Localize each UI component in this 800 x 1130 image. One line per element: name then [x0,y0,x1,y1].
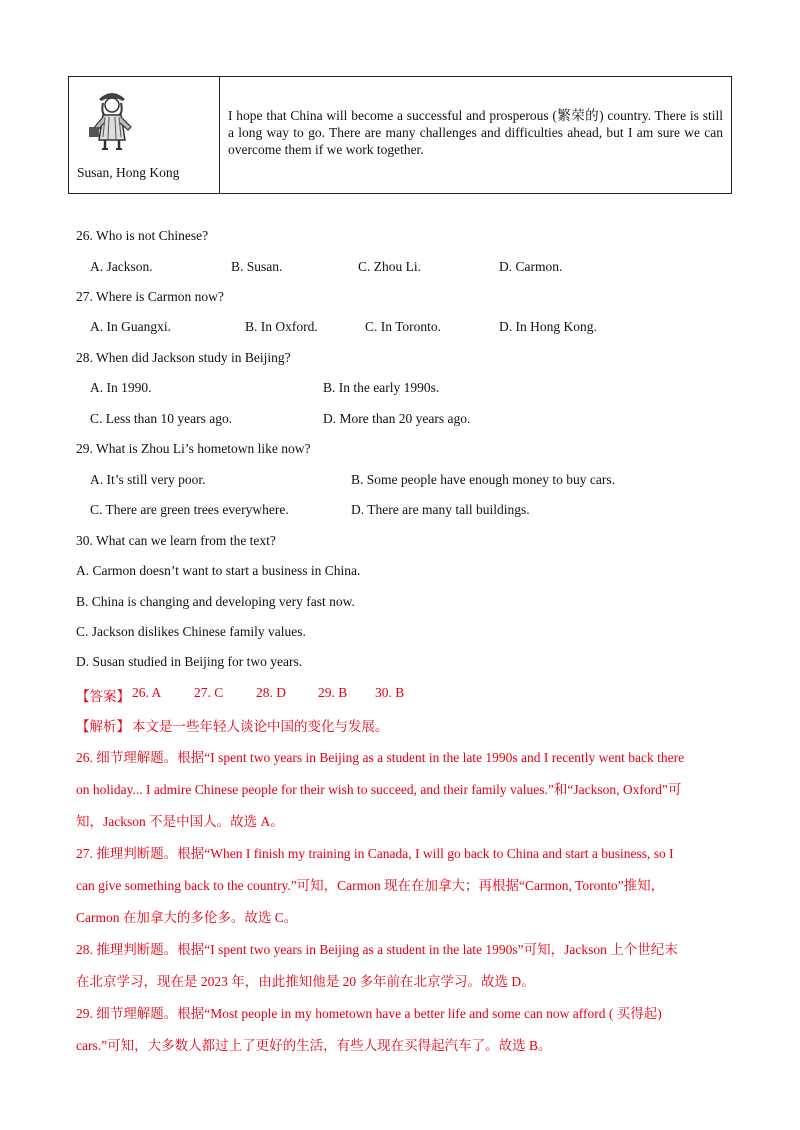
option: B. China is changing and developing very fast now. [76,594,355,609]
option: B. Some people have enough money to buy cars. [351,472,615,487]
analysis-line: 在北京学习，现在是 2023 年，由此推知他是 20 多年前在北京学习。故选 D。 [76,974,535,989]
analysis-line: 26. 细节理解题。根据“I spent two years in Beijing as a student in the late 1990s and I recently went back there [76,750,685,765]
answer-item: 26. A [132,685,162,700]
option: D. Susan studied in Beijing for two years. [76,654,303,669]
option: D. More than 20 years ago. [323,411,471,426]
option: C. Jackson dislikes Chinese family values. [76,624,306,639]
option: C. Zhou Li. [358,259,421,274]
answer-label: 【答案】 [76,689,130,704]
option: A. Jackson. [90,259,153,274]
option: B. In the early 1990s. [323,380,440,395]
option: D. There are many tall buildings. [351,502,530,517]
answer-item: 29. B [318,685,348,700]
answer-item: 27. C [194,685,224,700]
analysis-line: Carmon 在加拿大的多伦多。故选 C。 [76,910,298,925]
option: A. It’s still very poor. [90,472,206,487]
option: D. In Hong Kong. [499,319,597,334]
option: D. Carmon. [499,259,563,274]
analysis-summary: 本文是一些年轻人谈论中国的变化与发展。 [132,719,389,734]
question-stem: 28. When did Jackson study in Beijing? [76,350,291,365]
option: C. Less than 10 years ago. [90,411,233,426]
analysis-line: cars.”可知，大多数人都过上了更好的生活，有些人现在买得起汽车了。故选 B。 [76,1038,552,1053]
question-stem: 29. What is Zhou Li’s hometown like now? [76,441,311,456]
analysis-line: 28. 推理判断题。根据“I spent two years in Beijing as a student in the late 1990s”可知，Jackson 上个世纪末 [76,942,678,957]
person-name: Susan, Hong Kong [77,165,180,180]
question-stem: 27. Where is Carmon now? [76,289,224,304]
option: B. In Oxford. [245,319,318,334]
person-table [68,76,732,194]
option: A. Carmon doesn’t want to start a business in China. [76,563,361,578]
option: A. In Guangxi. [90,319,171,334]
question-stem: 30. What can we learn from the text? [76,533,276,548]
analysis-line: on holiday... I admire Chinese people for their wish to succeed, and their family values.”和“Jackson, Oxford”可 [76,782,682,797]
option: C. In Toronto. [365,319,442,334]
analysis-label: 【解析】 [76,719,130,734]
analysis-line: 知，Jackson 不是中国人。故选 A。 [76,814,284,829]
answer-item: 28. D [256,685,286,700]
analysis-line: 29. 细节理解题。根据“Most people in my hometown have a better life and some can now afford ( 买得起) [76,1006,662,1021]
option: C. There are green trees everywhere. [90,502,289,517]
option: B. Susan. [231,259,283,274]
person-illustration-icon [83,85,141,151]
answer-item: 30. B [375,685,405,700]
option: A. In 1990. [90,380,152,395]
analysis-line: 27. 推理判断题。根据“When I finish my training in Canada, I will go back to China and start a business, so I [76,846,674,861]
person-cell [69,77,220,193]
question-stem: 26. Who is not Chinese? [76,228,209,243]
analysis-line: can give something back to the country.”可知，Carmon 现在在加拿大；再根据“Carmon, Toronto”推知， [76,878,665,893]
quote-text: I hope that China will become a successful and prosperous (繁荣的) country. There is still a long way to go. There are many challenges and difficulties ahead, but I am sure we can overcome them if we work together. [228,108,723,157]
